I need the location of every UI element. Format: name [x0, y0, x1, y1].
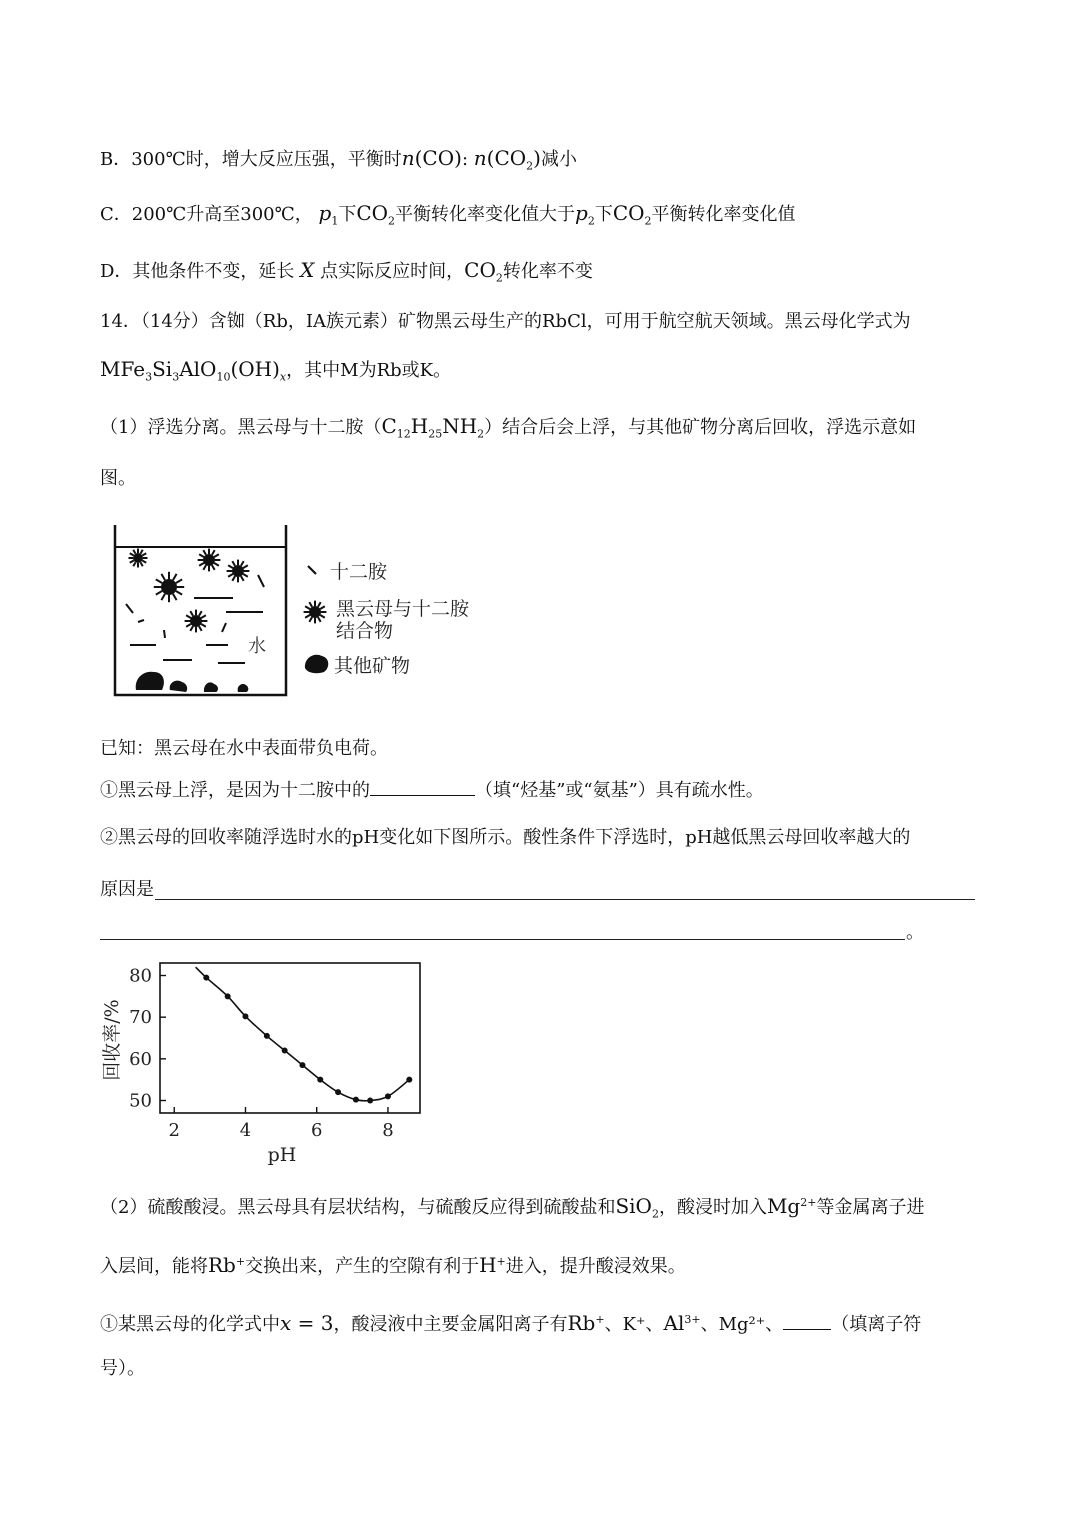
question-2-1-line2: 号）。: [100, 1358, 145, 1379]
question-14-intro: 14．（14分）含铷（Rb，ⅠA族元素）矿物黑云母生产的RbCl，可用于航空航天领域。黑云母化学式为: [100, 311, 911, 332]
recovery-curve: [196, 967, 410, 1101]
data-point: [335, 1089, 341, 1095]
complex-icon: [227, 560, 250, 583]
legend-mineral-label: 其他矿物: [334, 655, 411, 677]
subscript: 2: [477, 427, 485, 441]
complex-icon: [154, 572, 184, 602]
superscript: 2+: [800, 1196, 817, 1209]
recovery-rate-chart: [90, 955, 435, 1170]
text: 、Mg²⁺、: [700, 1314, 784, 1335]
text: H: [410, 414, 429, 438]
data-point: [406, 1077, 412, 1083]
text: 、K⁺、: [604, 1314, 664, 1335]
text: ，酸浸时加入: [658, 1197, 767, 1218]
text: （填离子符: [831, 1314, 922, 1335]
legend-amine-icon: [308, 566, 316, 574]
subscript: 10: [216, 370, 231, 384]
text: = 3: [291, 1311, 334, 1335]
flotation-diagram: [108, 520, 508, 705]
text: 入层间，能将: [100, 1256, 208, 1277]
superscript: +: [235, 1255, 246, 1268]
text: NH: [442, 414, 478, 438]
end-period: 。: [906, 922, 924, 943]
subscript: 2: [495, 271, 503, 285]
other-minerals: [136, 672, 249, 692]
y-tick-label: 70: [129, 1007, 152, 1029]
text: （1）浮选分离。黑云母与十二胺（: [100, 417, 382, 438]
beaker: [115, 525, 286, 695]
water-label: 水: [248, 636, 266, 657]
text: 点实际反应时间，: [320, 261, 465, 282]
text: （填“烃基”或“氨基”）具有疏水性。: [475, 780, 764, 801]
question-1-2-reason: 原因是: [100, 879, 154, 900]
text: 下: [338, 204, 357, 225]
option-c-text: C．200℃升高至300℃，: [100, 204, 313, 225]
text: ，其中M为Rb或K。: [286, 360, 452, 381]
option-c: [100, 200, 796, 228]
legend-complex-icon: [304, 601, 327, 624]
h-ion: H: [479, 1253, 497, 1277]
data-point: [317, 1077, 323, 1083]
answer-blank-1-2b[interactable]: [100, 939, 905, 940]
answer-blank-2-1[interactable]: [783, 1311, 831, 1330]
option-b-suffix: 减小: [540, 149, 577, 170]
legend-complex-label-2: 结合物: [336, 620, 394, 642]
amine-molecule: [258, 575, 264, 587]
al-ion: Al: [663, 1311, 685, 1335]
x-tick-label: 2: [168, 1120, 180, 1141]
superscript: +: [595, 1313, 605, 1326]
co2-formula: CO: [612, 201, 645, 225]
data-point: [353, 1097, 359, 1103]
x-symbol: x: [280, 1311, 292, 1335]
n-symbol: n: [401, 146, 415, 170]
amine-molecule: [138, 620, 144, 622]
subscript: 3: [172, 370, 180, 384]
biotite-formula: [100, 356, 451, 384]
text: MFe: [100, 357, 146, 381]
question-1-2: ②黑云母的回收率随浮选时水的pH变化如下图所示。酸性条件下浮选时，pH越低黑云母回收率越大的: [100, 827, 911, 848]
data-point: [385, 1093, 391, 1099]
y-tick-label: 60: [129, 1048, 152, 1070]
subscript: 12: [396, 427, 411, 441]
y-tick-label: 50: [129, 1090, 152, 1112]
co-formula: CO: [422, 146, 455, 170]
text: （2）硫酸酸浸。黑云母具有层状结构，与硫酸反应得到硫酸盐和: [100, 1197, 616, 1218]
text: (OH): [230, 357, 280, 381]
mineral-blob: [170, 681, 188, 692]
option-d: [100, 257, 593, 285]
question-2-1: [100, 1310, 921, 1338]
x-tick-label: 4: [239, 1120, 252, 1141]
subscript: 2: [526, 159, 534, 173]
mineral-blob: [204, 682, 218, 692]
complex-icon: [185, 610, 208, 633]
n-symbol: n: [473, 146, 487, 170]
option-b-text: B．300℃时，增大反应压强，平衡时: [100, 149, 402, 170]
text: AlO: [179, 357, 217, 381]
option-d-text: D．其他条件不变，延长: [100, 261, 295, 282]
part-1-text-line2: 图。: [100, 468, 136, 489]
legend-complex-label: 黑云母与十二胺: [336, 598, 470, 620]
data-point: [225, 993, 231, 999]
subscript: x: [279, 370, 287, 384]
co2-formula: CO: [464, 258, 496, 282]
answer-blank-1-2a[interactable]: [155, 899, 975, 900]
rb-ion: Rb: [567, 1311, 596, 1335]
subscript: 2: [388, 214, 396, 228]
amine-molecule: [164, 630, 165, 638]
p1-symbol: p: [318, 201, 332, 225]
option-b: B．300℃时，增大反应压强，平衡时n(CO): $n(CO_2)$减小: [100, 146, 577, 173]
text: ）结合后会上浮，与其他矿物分离后回收，浮选示意如: [484, 417, 917, 438]
amine-molecule: [126, 604, 133, 613]
text: C: [381, 414, 397, 438]
p2-symbol: p: [575, 201, 588, 225]
complex-icon: [304, 601, 327, 624]
data-point: [203, 975, 209, 981]
text: ①黑云母上浮，是因为十二胺中的: [100, 780, 370, 801]
co2-formula: CO: [356, 201, 389, 225]
text: 等金属离子进: [816, 1197, 925, 1218]
co2-formula: CO: [494, 146, 527, 170]
question-1-1: [100, 777, 764, 804]
text: ①某黑云母的化学式中: [100, 1314, 280, 1335]
text: 平衡转化率变化值大于: [395, 204, 576, 225]
complex-icon: [198, 549, 221, 572]
text: ，酸浸液中主要金属阳离子有: [333, 1314, 568, 1335]
y-axis-label: 回收率/%: [101, 999, 123, 1081]
mg-ion: Mg: [766, 1194, 801, 1218]
amine-molecule: [222, 623, 226, 632]
part-1-text: [100, 413, 916, 441]
text: 进入，提升酸浸效果。: [505, 1256, 686, 1277]
complex-icon: [129, 549, 148, 568]
subscript: 2: [587, 214, 595, 228]
superscript: 3+: [684, 1313, 701, 1326]
mineral-blob: [238, 684, 249, 692]
part-2-text-line2: [100, 1252, 686, 1280]
x-tick-label: 6: [310, 1120, 323, 1141]
x-symbol: X: [300, 258, 315, 282]
plot-frame: [160, 963, 420, 1113]
text: 转化率不变: [502, 261, 593, 282]
mineral-blob: [136, 672, 164, 690]
text: 平衡转化率变化值: [651, 204, 796, 225]
x-tick-label: 8: [382, 1120, 394, 1141]
answer-blank-1-1[interactable]: [370, 777, 475, 796]
sio2-formula: SiO: [615, 1194, 652, 1218]
ratio-colon: :: [461, 149, 469, 170]
rb-ion: Rb: [208, 1253, 236, 1277]
data-point: [282, 1048, 288, 1054]
known-note: 已知：黑云母在水中表面带负电荷。: [100, 738, 388, 759]
axis-ticks: [129, 966, 394, 1142]
data-point: [242, 1013, 248, 1019]
subscript: 1: [331, 214, 339, 228]
legend-mineral-icon: [305, 655, 328, 673]
data-points: [203, 975, 412, 1104]
subscript: 2: [644, 214, 652, 228]
text: Si: [152, 357, 173, 381]
x-axis-label: pH: [267, 1144, 297, 1166]
complex-group: [129, 549, 250, 633]
subscript: 25: [428, 427, 443, 441]
superscript: +: [496, 1255, 506, 1268]
data-point: [299, 1062, 305, 1068]
legend-amine-label: 十二胺: [330, 561, 388, 583]
part-2-text: [100, 1193, 924, 1221]
subscript: 2: [651, 1207, 659, 1221]
text: 下: [594, 204, 613, 225]
subscript: 3: [145, 370, 153, 384]
data-point: [367, 1098, 373, 1104]
text: 交换出来，产生的空隙有利于: [245, 1256, 480, 1277]
data-point: [264, 1033, 270, 1039]
y-tick-label: 80: [129, 965, 152, 987]
